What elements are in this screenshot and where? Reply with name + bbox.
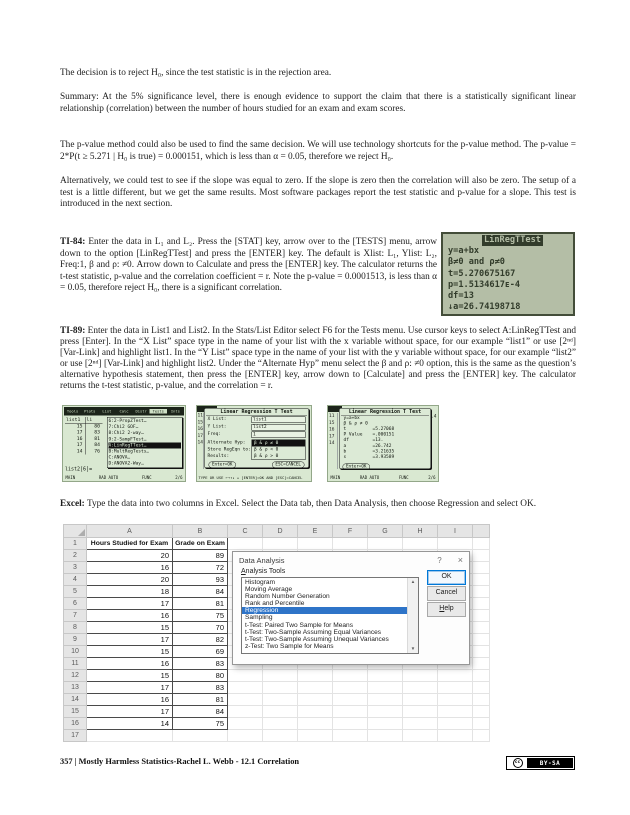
list-value: 81: [94, 435, 100, 442]
excel-cell[interactable]: [228, 670, 263, 682]
excel-cell[interactable]: [228, 694, 263, 706]
excel-column-header-I[interactable]: I: [438, 525, 473, 538]
excel-cell[interactable]: [438, 538, 473, 550]
result-label: t: [343, 426, 347, 432]
excel-cell[interactable]: [368, 670, 403, 682]
excel-cell[interactable]: [368, 538, 403, 550]
ti89-screenshot-results: [327, 405, 439, 482]
excel-cell[interactable]: [228, 718, 263, 730]
excel-cell[interactable]: [333, 694, 368, 706]
ti89-tab-list: List: [102, 409, 112, 414]
tests-menu-item: B:MultRegTests…: [108, 449, 150, 455]
ti89-dialog: [204, 408, 309, 468]
excel-cell[interactable]: [333, 706, 368, 718]
excel-row-number[interactable]: 6: [64, 598, 87, 610]
result-label: P Value: [343, 432, 363, 438]
regression-equation: y=a+bx: [343, 415, 360, 421]
paragraph-summary: Summary: At the 5% significance level, there is enough evidence to support the claim that there is a statistically significant linear relationship (correlation) between the number of hours studied for an exam and exam scores.: [60, 92, 576, 114]
excel-cell[interactable]: [298, 682, 333, 694]
excel-cell[interactable]: [368, 706, 403, 718]
excel-cell[interactable]: [473, 586, 490, 598]
ti89-status-bar: [331, 476, 436, 481]
list-column-header: li: [86, 417, 103, 424]
excel-cell[interactable]: [368, 682, 403, 694]
excel-cell[interactable]: 83: [173, 658, 228, 670]
excel-cell-b1[interactable]: Grade on Exam: [173, 538, 228, 550]
excel-text: Type the data into two columns in Excel. Select the Data tab, then Data Analysis, then choose Regression and select OK.: [86, 499, 537, 509]
status-item: FUNC: [398, 475, 409, 480]
excel-row-number[interactable]: 12: [64, 670, 87, 682]
excel-cell[interactable]: [473, 538, 490, 550]
status-item: RAD AUTO: [359, 475, 380, 480]
paragraph-slope-test: Alternatively, we could test to see if the slope was equal to zero. If the slope is zero then the correlation will also be zero. The setup of a test is a little different, but we get the same results. Most software packages report the test statistic and p-value for a slope. This test is introduced in the next section.: [60, 176, 576, 209]
excel-cell[interactable]: [298, 706, 333, 718]
excel-cell[interactable]: 69: [173, 646, 228, 658]
option: β & ρ > 0: [254, 453, 279, 459]
excel-row-number[interactable]: 14: [64, 694, 87, 706]
result-label: df: [343, 437, 349, 443]
list-value: 83: [94, 429, 100, 436]
result-value: =3.93589: [372, 454, 395, 460]
excel-cell[interactable]: [403, 718, 438, 730]
excel-row: [64, 730, 490, 742]
enter-ok-button: Enter=OK: [343, 464, 370, 471]
excel-row-number[interactable]: 5: [64, 586, 87, 598]
ti89-tab-tests: Tests: [150, 409, 167, 414]
analysis-tool-item[interactable]: Regression: [242, 607, 418, 614]
result-value: =13.: [372, 437, 384, 443]
paragraph-decision: The decision is to reject H₀, since the test statistic is in the rejection area.: [60, 68, 332, 78]
ti84-screen-lines: [448, 246, 568, 313]
result-value: =3.21635: [372, 448, 395, 454]
excel-cell[interactable]: 82: [173, 634, 228, 646]
excel-cell[interactable]: 17: [87, 706, 173, 718]
excel-row-number[interactable]: 3: [64, 562, 87, 574]
analysis-tool-item[interactable]: Rank and Percentile: [245, 600, 305, 608]
tests-menu-item: C:ANOVA…: [108, 455, 131, 461]
status-item: 2/6: [428, 475, 436, 480]
excel-cell[interactable]: [368, 730, 403, 742]
field-label: Results:: [207, 453, 230, 459]
excel-cell[interactable]: [473, 610, 490, 622]
excel-label: Excel:: [60, 499, 85, 509]
excel-cell[interactable]: [298, 670, 333, 682]
paragraph-ti84: [60, 237, 437, 295]
excel-row-number[interactable]: 11: [64, 658, 87, 670]
paragraph-excel: [60, 499, 576, 511]
excel-column-header-G[interactable]: G: [368, 525, 403, 538]
analysis-tool-item[interactable]: Moving Average: [245, 586, 293, 594]
excel-row: [64, 718, 490, 730]
excel-cell[interactable]: [368, 694, 403, 706]
excel-cell[interactable]: [438, 682, 473, 694]
excel-cell[interactable]: [403, 694, 438, 706]
excel-cell[interactable]: 81: [173, 694, 228, 706]
ti89-dialog-title: Linear Regression T Test: [206, 409, 307, 416]
list-column-header: list1: [65, 417, 85, 424]
ti89-tab-tools: Tools: [66, 409, 79, 414]
ti89-entry-line: list2[6]=: [65, 466, 93, 472]
listbox-scrollbar[interactable]: [407, 578, 418, 653]
excel-row: [64, 706, 490, 718]
excel-cell[interactable]: [438, 670, 473, 682]
excel-column-header-F[interactable]: F: [333, 525, 368, 538]
tests-menu-item: 7:Chi2 GOF…: [108, 424, 139, 430]
analysis-tools-label: Analysis Tools: [241, 568, 286, 575]
cc-icon: [508, 758, 527, 768]
excel-cell[interactable]: [263, 694, 298, 706]
background-list-number: 11: [197, 413, 203, 418]
excel-cell[interactable]: [403, 538, 438, 550]
excel-cell[interactable]: 75: [173, 718, 228, 730]
status-item: RAD AUTO: [98, 475, 119, 480]
excel-cell[interactable]: [228, 682, 263, 694]
excel-cell[interactable]: [473, 682, 490, 694]
excel-row: [64, 694, 490, 706]
field-label: Store RegEqn to:: [207, 446, 251, 452]
excel-cell[interactable]: [473, 550, 490, 562]
list-value: 80: [94, 423, 100, 429]
result-value: =5.27068: [372, 426, 395, 432]
excel-cell[interactable]: [473, 706, 490, 718]
tests-menu-item: 9:2-SampFTest…: [108, 436, 147, 442]
ti89-hint-line: TYPE OR USE ←→↑↓ + [ENTER]=OK AND [ESC]=CANCEL: [198, 475, 303, 480]
excel-row: [64, 670, 490, 682]
background-list-number: 15: [329, 420, 335, 426]
tests-menu-item: D:ANOVA2-Way…: [108, 461, 144, 467]
excel-cell[interactable]: [228, 706, 263, 718]
excel-row-number[interactable]: 1: [64, 538, 87, 550]
excel-cell[interactable]: [403, 670, 438, 682]
excel-cell[interactable]: [473, 598, 490, 610]
excel-cell[interactable]: 15: [87, 646, 173, 658]
status-item: MAIN: [330, 475, 341, 480]
excel-column-header-D[interactable]: D: [263, 525, 298, 538]
excel-cell[interactable]: [473, 730, 490, 742]
help-icon[interactable]: ?: [437, 555, 442, 565]
excel-cell[interactable]: 20: [87, 550, 173, 562]
excel-cell[interactable]: 17: [87, 598, 173, 610]
excel-cell[interactable]: [438, 694, 473, 706]
list-value: 84: [94, 442, 100, 448]
excel-cell[interactable]: [473, 574, 490, 586]
list-value: 76: [94, 448, 100, 454]
ti89-tab-ints: Ints: [170, 409, 180, 414]
excel-column-header-H[interactable]: H: [403, 525, 438, 538]
excel-cell[interactable]: [473, 634, 490, 646]
excel-cell[interactable]: 80: [173, 670, 228, 682]
excel-cell[interactable]: [473, 646, 490, 658]
ti89-text: Enter the data in List1 and List2. In the Stats/List Editor select F6 for the Tests menu. Use cursor keys to select A:LinRegTTest and press [Enter]. In the “X List” space type in the name of your list with the x variable without space, for our example “list1” or use [2ⁿᵈ] [Var-Link] and highlight list1. In the “Y List” space type in the name of your list with the y variable without space, for our example “list2” or use [2ⁿᵈ] [Var-Link] and highlight list2. Under the “Alternate Hyp” menu select the β and ρ: ≠0 option, this is the same as the question’s alternative hypothesis statement, then press the [ENTER] key, arrow down to [Calculate] and press the [ENTER] key. The calculator returns the t-test statistic, p-value, and the correlation = r.: [60, 326, 576, 391]
result-value: =.000151: [372, 432, 395, 438]
excel-row-number[interactable]: 8: [64, 622, 87, 634]
excel-cell[interactable]: [298, 730, 333, 742]
analysis-tool-item[interactable]: Sampling: [245, 614, 273, 622]
background-list-number: 17: [329, 433, 335, 439]
data-analysis-dialog: [232, 551, 470, 665]
field-label: Alternate Hyp:: [207, 440, 246, 445]
excel-row-number[interactable]: 13: [64, 682, 87, 694]
excel-cell[interactable]: 89: [173, 550, 228, 562]
ti89-dialog-title: Linear Regression T Test: [341, 409, 429, 416]
excel-spreadsheet: [63, 524, 489, 739]
paragraph-pvalue-method: The p-value method could also be used to find the same decision. We will use technology shortcuts for the p-value method. The p-value = 2*P(t ≥ 5.271 | H₀ is true) = 0.000151, which is less than α = 0.05, therefore we reject H₀.: [60, 140, 576, 162]
excel-cell[interactable]: [263, 538, 298, 550]
excel-cell[interactable]: 81: [173, 598, 228, 610]
field-value: list2: [252, 424, 306, 431]
excel-cell[interactable]: 16: [87, 658, 173, 670]
excel-cell[interactable]: [403, 730, 438, 742]
excel-row-number[interactable]: 4: [64, 574, 87, 586]
background-list-number: 14: [329, 440, 335, 446]
excel-cell[interactable]: 16: [87, 694, 173, 706]
option-selected: β & ρ ≠ 0: [252, 440, 305, 447]
excel-cell[interactable]: 17: [87, 634, 173, 646]
ti84-screen-line: df=13: [448, 291, 474, 302]
list-value: 15: [76, 423, 83, 429]
option: β & ρ < 0: [254, 447, 279, 452]
excel-cell[interactable]: [333, 670, 368, 682]
excel-cell[interactable]: [438, 718, 473, 730]
result-label: s: [343, 454, 347, 460]
status-item: MAIN: [65, 475, 76, 480]
ok-button[interactable]: OK: [427, 570, 466, 585]
background-list-number: 16: [329, 427, 335, 432]
ti89-list1-column: [65, 417, 86, 455]
excel-cell[interactable]: [333, 718, 368, 730]
tests-menu-item: 6:2-PropZTest…: [108, 418, 147, 424]
excel-column-header-C[interactable]: C: [228, 525, 263, 538]
excel-cell[interactable]: 84: [173, 586, 228, 598]
ti89-tests-menu: [107, 417, 183, 468]
ti84-screen-line: t=5.270675167: [448, 268, 516, 279]
ti89-background-list-fragment: [329, 413, 338, 469]
excel-cell[interactable]: [263, 670, 298, 682]
ti89-screenshot-linreg-dialog: [196, 405, 312, 482]
excel-row-number[interactable]: 15: [64, 706, 87, 718]
status-item: 2/6: [175, 475, 183, 480]
excel-row-number[interactable]: 9: [64, 634, 87, 646]
field-labels: [208, 440, 252, 461]
analysis-tool-item[interactable]: t-Test: Two-Sample Assuming Equal Variances: [245, 628, 382, 636]
ti89-status-bar: [66, 476, 183, 481]
excel-cell[interactable]: 16: [87, 610, 173, 622]
help-button[interactable]: Help: [427, 602, 466, 617]
excel-cell[interactable]: [368, 718, 403, 730]
excel-cell[interactable]: [298, 718, 333, 730]
cancel-button[interactable]: Cancel: [427, 586, 466, 601]
ti84-screen-title: LinRegTTest: [484, 235, 541, 245]
cc-license-badge: [506, 756, 575, 770]
ti89-list2-column: [86, 417, 103, 455]
excel-cell[interactable]: [403, 706, 438, 718]
field-label: Y List:: [207, 424, 227, 429]
excel-cell[interactable]: [263, 730, 298, 742]
ti89-background-fragment: .4: [431, 414, 437, 419]
analysis-tool-item[interactable]: t-Test: Paired Two Sample for Means: [245, 621, 353, 629]
excel-cell[interactable]: 16: [87, 562, 173, 574]
field-value: list1: [252, 417, 306, 424]
excel-cell[interactable]: 84: [173, 706, 228, 718]
excel-cell[interactable]: [473, 694, 490, 706]
ti89-list-columns: [65, 417, 103, 455]
enter-ok-button: Enter=OK: [209, 462, 236, 469]
page-footer: 357 | Mostly Harmless Statistics-Rachel L. Webb - 12.1 Correlation: [60, 757, 300, 766]
license-label: BY-SA: [527, 758, 573, 768]
excel-cell[interactable]: [298, 694, 333, 706]
ti84-text: Enter the data in L₁ and L₂. Press the [STAT] key, arrow over to the [TESTS] menu, arrow down to the option [LinRegTTest] and press the [ENTER] key. The default is Xlist: L₁, Ylist: L₂, Freq:1, β and ρ: ≠0. Arrow down to Calculate and press the [ENTER] key. The calculator returns the t-test statistic, p-value and the correlation coefficient = r. Note the p-value = 0.0001513, is less than α = 0.05, therefore reject H₀, there is a significant correlation.: [60, 237, 437, 293]
excel-column-header-E[interactable]: E: [298, 525, 333, 538]
excel-row-number[interactable]: 2: [64, 550, 87, 562]
ti89-label: TI-89:: [60, 326, 86, 336]
background-list-number: 15: [197, 419, 203, 425]
excel-cell[interactable]: [473, 670, 490, 682]
excel-cell[interactable]: [173, 730, 228, 742]
alternative-hypothesis: β & ρ ≠ 0: [343, 421, 368, 426]
excel-cell[interactable]: [333, 730, 368, 742]
excel-row-number[interactable]: 17: [64, 730, 87, 742]
excel-cell[interactable]: 14: [87, 718, 173, 730]
list-value: 17: [76, 429, 83, 436]
analysis-tool-item[interactable]: t-Test: Two-Sample Assuming Unequal Variances: [245, 635, 389, 643]
excel-row-number[interactable]: 16: [64, 718, 87, 730]
field-label: X List:: [207, 416, 227, 422]
excel-cell[interactable]: 20: [87, 574, 173, 586]
scroll-down-icon[interactable]: ▼: [410, 646, 416, 651]
analysis-tool-item[interactable]: Histogram: [245, 579, 276, 586]
excel-row-number[interactable]: 7: [64, 610, 87, 622]
result-value: =26.742: [372, 443, 392, 449]
background-list-number: 17: [197, 433, 203, 439]
excel-column-header-partial[interactable]: [473, 525, 490, 538]
ti89-tab-distr: Distr: [135, 409, 147, 414]
dialog-title-bar[interactable]: [233, 552, 469, 567]
cc-circle-glyph: cc: [513, 758, 523, 768]
background-list-number: 16: [197, 426, 203, 432]
excel-cell[interactable]: [438, 730, 473, 742]
esc-cancel-button: ESC=CANCEL: [272, 462, 305, 469]
excel-cell[interactable]: 18: [87, 586, 173, 598]
excel-row-number[interactable]: 10: [64, 646, 87, 658]
ti89-tab-calc: Calc: [119, 409, 129, 414]
ti89-function-tab-bar: [64, 407, 184, 416]
result-label: a: [343, 443, 347, 449]
analysis-tool-item[interactable]: z-Test: Two Sample for Means: [245, 642, 334, 650]
excel-cell-a1[interactable]: Hours Studied for Exam: [87, 538, 173, 550]
excel-cell[interactable]: [438, 706, 473, 718]
excel-cell[interactable]: 70: [173, 622, 228, 634]
list-value: 17: [76, 442, 83, 448]
excel-cell[interactable]: 15: [87, 622, 173, 634]
excel-cell[interactable]: [263, 706, 298, 718]
excel-cell[interactable]: 83: [173, 682, 228, 694]
field-value: 1: [252, 432, 306, 439]
tests-menu-item: 8:Chi2 2-way…: [108, 430, 144, 436]
ti89-tab-plots: Plots: [84, 409, 96, 414]
ti84-screen-line: y=a+bx: [448, 246, 480, 257]
excel-cell[interactable]: [473, 718, 490, 730]
excel-cell[interactable]: [228, 538, 263, 550]
analysis-tools-listbox[interactable]: [241, 577, 419, 654]
field-label: Freq:: [207, 431, 222, 437]
alternate-hyp-options: [252, 440, 306, 461]
analysis-tool-item[interactable]: Random Number Generation: [245, 593, 330, 601]
excel-cell[interactable]: 75: [173, 610, 228, 622]
tests-menu-item: A:LinRegTTest…: [109, 442, 182, 448]
excel-cell[interactable]: [403, 682, 438, 694]
paragraph-ti89: [60, 326, 576, 391]
ti84-label: TI-84:: [60, 237, 86, 247]
background-list-number: 14: [197, 440, 203, 445]
excel-cell[interactable]: [228, 730, 263, 742]
dialog-title: Data Analysis: [239, 555, 285, 565]
excel-cell[interactable]: [298, 538, 333, 550]
background-list-number: 11: [329, 413, 335, 419]
ti89-screenshot-tests-menu: [62, 405, 186, 482]
status-item: FUNC: [141, 475, 152, 480]
ti84-screen-line: ↓a=26.74198718: [448, 302, 521, 313]
excel-row: [64, 682, 490, 694]
excel-row: [64, 538, 490, 550]
excel-cell[interactable]: [473, 658, 490, 670]
excel-cell[interactable]: 93: [173, 574, 228, 586]
ti84-screenshot: [441, 232, 575, 316]
list-value: 14: [76, 448, 83, 454]
excel-cell[interactable]: [473, 562, 490, 574]
ti89-results-dialog: [339, 408, 431, 469]
scroll-up-icon[interactable]: ▲: [410, 579, 416, 584]
list-value: 16: [76, 435, 83, 442]
result-label: b: [343, 448, 347, 454]
excel-column-header-A[interactable]: A: [87, 525, 173, 538]
close-icon[interactable]: ×: [457, 555, 463, 565]
excel-cell[interactable]: [333, 682, 368, 694]
excel-cell[interactable]: [263, 682, 298, 694]
excel-cell[interactable]: [87, 730, 173, 742]
excel-cell[interactable]: 72: [173, 562, 228, 574]
excel-cell[interactable]: 17: [87, 682, 173, 694]
ti84-screen-line: p=1.5134617ᴇ-4: [448, 279, 521, 290]
excel-cell[interactable]: 15: [87, 670, 173, 682]
excel-column-header-B[interactable]: B: [173, 525, 228, 538]
select-all-corner[interactable]: [64, 525, 87, 538]
excel-cell[interactable]: [333, 538, 368, 550]
ti84-screen-line: β≠0 and ρ≠0: [448, 257, 505, 268]
excel-cell[interactable]: [473, 622, 490, 634]
excel-cell[interactable]: [263, 718, 298, 730]
